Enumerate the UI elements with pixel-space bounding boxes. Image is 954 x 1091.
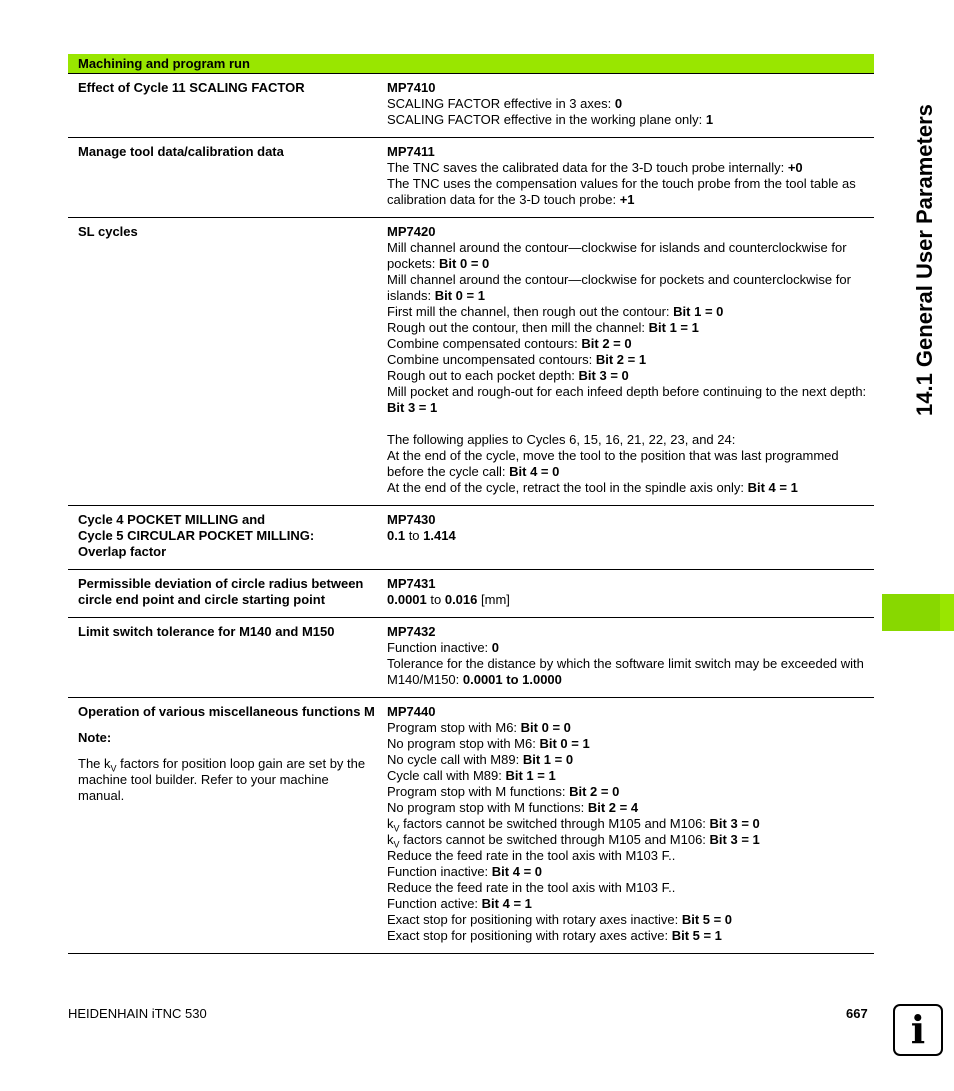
parameter-value bbox=[387, 704, 874, 944]
option-line bbox=[387, 832, 870, 848]
option-value: Bit 1 = 1 bbox=[648, 320, 699, 335]
option-value: Bit 5 = 1 bbox=[671, 928, 722, 943]
option-text: Mill pocket and rough-out for each infeed depth before continuing to the next depth: bbox=[387, 384, 867, 399]
option-value: Bit 3 = 0 bbox=[709, 816, 760, 831]
option-text: Tolerance for the distance by which the software limit switch may be exceeded with M140/M150: bbox=[387, 656, 864, 687]
parameter-row bbox=[68, 698, 874, 954]
option-value: Bit 3 = 0 bbox=[578, 368, 629, 383]
option-text: Cycle call with M89: bbox=[387, 768, 506, 783]
label-line: Limit switch tolerance for M140 and M150 bbox=[78, 624, 335, 639]
option-value: Bit 3 = 1 bbox=[387, 400, 438, 415]
label-line: Manage tool data/calibration data bbox=[78, 144, 284, 159]
option-line bbox=[387, 480, 870, 496]
footer-product: HEIDENHAIN iTNC 530 bbox=[68, 1006, 207, 1021]
option-text: Combine uncompensated contours: bbox=[387, 352, 596, 367]
option-text: At the end of the cycle, retract the tool in the spindle axis only: bbox=[387, 480, 748, 495]
parameter-label bbox=[68, 80, 387, 128]
option-text: No program stop with M functions: bbox=[387, 800, 588, 815]
side-title bbox=[870, 50, 937, 420]
option-value: 1 bbox=[705, 112, 714, 127]
option-line bbox=[387, 928, 870, 944]
option-line bbox=[387, 432, 870, 448]
parameter-row bbox=[68, 218, 874, 506]
option-value: Bit 1 = 0 bbox=[522, 752, 574, 767]
parameter-label bbox=[68, 144, 387, 208]
option-line bbox=[387, 304, 870, 320]
option-text: Exact stop for positioning with rotary axes active: bbox=[387, 928, 672, 943]
option-text: Function inactive: bbox=[387, 864, 492, 879]
option-value: Bit 0 = 1 bbox=[434, 288, 485, 303]
parameter-value bbox=[387, 624, 874, 688]
option-line bbox=[387, 176, 870, 208]
option-line bbox=[387, 752, 870, 768]
option-line bbox=[387, 656, 870, 688]
parameter-table bbox=[68, 54, 874, 954]
note-title: Note: bbox=[78, 730, 112, 745]
label-line: Overlap factor bbox=[78, 544, 167, 559]
kv-subscript: V bbox=[393, 823, 400, 834]
machine-parameter-id: MP7431 bbox=[387, 576, 436, 591]
option-text: No program stop with M6: bbox=[387, 736, 540, 751]
option-value: Bit 2 = 0 bbox=[581, 336, 632, 351]
parameter-label bbox=[68, 624, 387, 688]
option-line bbox=[387, 880, 870, 896]
spacer bbox=[387, 416, 870, 432]
option-line bbox=[387, 336, 870, 352]
option-text: Program stop with M6: bbox=[387, 720, 521, 735]
machine-parameter-id: MP7440 bbox=[387, 704, 436, 719]
option-text: Mill channel around the contour—clockwise for islands and counterclockwise for pockets: bbox=[387, 240, 847, 271]
option-line bbox=[387, 864, 870, 880]
parameter-label bbox=[68, 512, 387, 560]
option-line bbox=[387, 800, 870, 816]
option-text: SCALING FACTOR effective in 3 axes: bbox=[387, 96, 615, 111]
option-line bbox=[387, 448, 870, 480]
parameter-row bbox=[68, 138, 874, 218]
option-text: Reduce the feed rate in the tool axis with M103 F.. bbox=[387, 880, 676, 895]
option-line bbox=[387, 640, 870, 656]
value-range bbox=[387, 592, 870, 608]
option-line bbox=[387, 272, 870, 304]
option-value: 0 bbox=[491, 640, 500, 655]
kv-subscript: V bbox=[393, 839, 400, 850]
option-line bbox=[387, 352, 870, 368]
chapter-title: 14.1 General User Parameters bbox=[912, 104, 937, 416]
option-line bbox=[387, 720, 870, 736]
option-text: Rough out to each pocket depth: bbox=[387, 368, 579, 383]
option-value: Bit 4 = 1 bbox=[747, 480, 798, 495]
machine-parameter-id: MP7410 bbox=[387, 80, 436, 95]
option-value: Bit 4 = 0 bbox=[509, 464, 560, 479]
label-line: Operation of various miscellaneous functions M bbox=[78, 704, 375, 719]
option-text: factors cannot be switched through M105 and M106: bbox=[399, 832, 710, 847]
label-line: Permissible deviation of circle radius between circle end point and circle starting point bbox=[78, 576, 364, 607]
option-text: First mill the channel, then rough out the contour: bbox=[387, 304, 674, 319]
option-line bbox=[387, 96, 870, 112]
parameter-value bbox=[387, 576, 874, 608]
option-value: Bit 2 = 0 bbox=[569, 784, 620, 799]
range-from: 0.0001 bbox=[387, 592, 427, 607]
range-to: 0.016 bbox=[444, 592, 478, 607]
note-subscript: V bbox=[110, 763, 117, 774]
option-line bbox=[387, 816, 870, 832]
note-text-part: The k bbox=[78, 756, 111, 771]
option-text: Function inactive: bbox=[387, 640, 492, 655]
parameter-row bbox=[68, 506, 874, 570]
note-text-part: factors for position loop gain are set by the machine tool builder. Refer to your machine manual. bbox=[78, 756, 366, 803]
option-line bbox=[387, 112, 870, 128]
option-line bbox=[387, 896, 870, 912]
option-text: The following applies to Cycles 6, 15, 16, 21, 22, 23, and 24: bbox=[387, 432, 736, 447]
range-to-word: to bbox=[405, 528, 424, 543]
label-line: Cycle 5 CIRCULAR POCKET MILLING: bbox=[78, 528, 315, 543]
parameter-value bbox=[387, 512, 874, 560]
option-value: Bit 1 = 1 bbox=[505, 768, 556, 783]
option-line bbox=[387, 240, 870, 272]
option-value: Bit 4 = 0 bbox=[491, 864, 542, 879]
machine-parameter-id: MP7420 bbox=[387, 224, 436, 239]
option-text: Combine compensated contours: bbox=[387, 336, 582, 351]
option-line bbox=[387, 384, 870, 416]
option-line bbox=[387, 784, 870, 800]
option-value: 0 bbox=[614, 96, 623, 111]
info-glyph: i bbox=[910, 1007, 926, 1052]
option-text: factors cannot be switched through M105 and M106: bbox=[399, 816, 710, 831]
option-text: SCALING FACTOR effective in the working plane only: bbox=[387, 112, 706, 127]
range-unit: [mm] bbox=[477, 592, 510, 607]
parameter-row bbox=[68, 74, 874, 138]
option-value: Bit 0 = 0 bbox=[439, 256, 490, 271]
option-value: Bit 0 = 1 bbox=[539, 736, 590, 751]
option-text: The TNC uses the compensation values for the touch probe from the tool table as calibration data for the 3-D touch probe: bbox=[387, 176, 856, 207]
option-value: Bit 2 = 1 bbox=[595, 352, 647, 367]
parameter-label bbox=[68, 704, 387, 944]
option-value: Bit 3 = 1 bbox=[709, 832, 760, 847]
option-text: The TNC saves the calibrated data for the 3-D touch probe internally: bbox=[387, 160, 788, 175]
page-number: 667 bbox=[846, 1006, 868, 1021]
option-line bbox=[387, 768, 870, 784]
option-value: Bit 0 = 0 bbox=[520, 720, 571, 735]
range-to-word: to bbox=[426, 592, 445, 607]
kv-symbol: k bbox=[387, 832, 394, 847]
value-range bbox=[387, 528, 870, 544]
option-value: Bit 1 = 0 bbox=[673, 304, 724, 319]
label-line: Cycle 4 POCKET MILLING and bbox=[78, 512, 266, 527]
range-from: 0.1 bbox=[387, 528, 406, 543]
machine-parameter-id: MP7411 bbox=[387, 144, 435, 159]
info-icon bbox=[893, 1004, 943, 1056]
option-value: Bit 2 = 4 bbox=[587, 800, 639, 815]
note-text bbox=[78, 756, 377, 804]
parameter-row bbox=[68, 618, 874, 698]
machine-parameter-id: MP7430 bbox=[387, 512, 436, 527]
parameter-value bbox=[387, 80, 874, 128]
machine-parameter-id: MP7432 bbox=[387, 624, 436, 639]
option-line bbox=[387, 848, 870, 864]
option-text: Mill channel around the contour—clockwise for pockets and counterclockwise for islands: bbox=[387, 272, 851, 303]
range-to: 1.414 bbox=[423, 528, 456, 543]
parameter-value bbox=[387, 144, 874, 208]
parameter-label bbox=[68, 224, 387, 496]
option-line bbox=[387, 368, 870, 384]
option-value: Bit 4 = 1 bbox=[481, 896, 532, 911]
option-line bbox=[387, 912, 870, 928]
option-text: No cycle call with M89: bbox=[387, 752, 523, 767]
option-text: Program stop with M functions: bbox=[387, 784, 570, 799]
option-value: +0 bbox=[787, 160, 803, 175]
option-text: Reduce the feed rate in the tool axis with M103 F.. bbox=[387, 848, 676, 863]
option-value: +1 bbox=[619, 192, 635, 207]
parameter-row bbox=[68, 570, 874, 618]
option-value: Bit 5 = 0 bbox=[681, 912, 733, 927]
option-text: Exact stop for positioning with rotary axes inactive: bbox=[387, 912, 682, 927]
option-line bbox=[387, 160, 870, 176]
parameter-label bbox=[68, 576, 387, 608]
kv-symbol: k bbox=[387, 816, 394, 831]
section-header: Machining and program run bbox=[68, 54, 874, 74]
option-line bbox=[387, 736, 870, 752]
label-line: Effect of Cycle 11 SCALING FACTOR bbox=[78, 80, 305, 95]
parameter-rows bbox=[68, 74, 874, 954]
label-line: SL cycles bbox=[78, 224, 138, 239]
option-text: At the end of the cycle, move the tool to the position that was last programmed before the cycle call: bbox=[387, 448, 839, 479]
option-text: Rough out the contour, then mill the channel: bbox=[387, 320, 649, 335]
chapter-tab bbox=[882, 594, 954, 631]
option-value: 0.0001 to 1.0000 bbox=[462, 672, 562, 687]
option-line bbox=[387, 320, 870, 336]
option-text: Function active: bbox=[387, 896, 482, 911]
parameter-value bbox=[387, 224, 874, 496]
